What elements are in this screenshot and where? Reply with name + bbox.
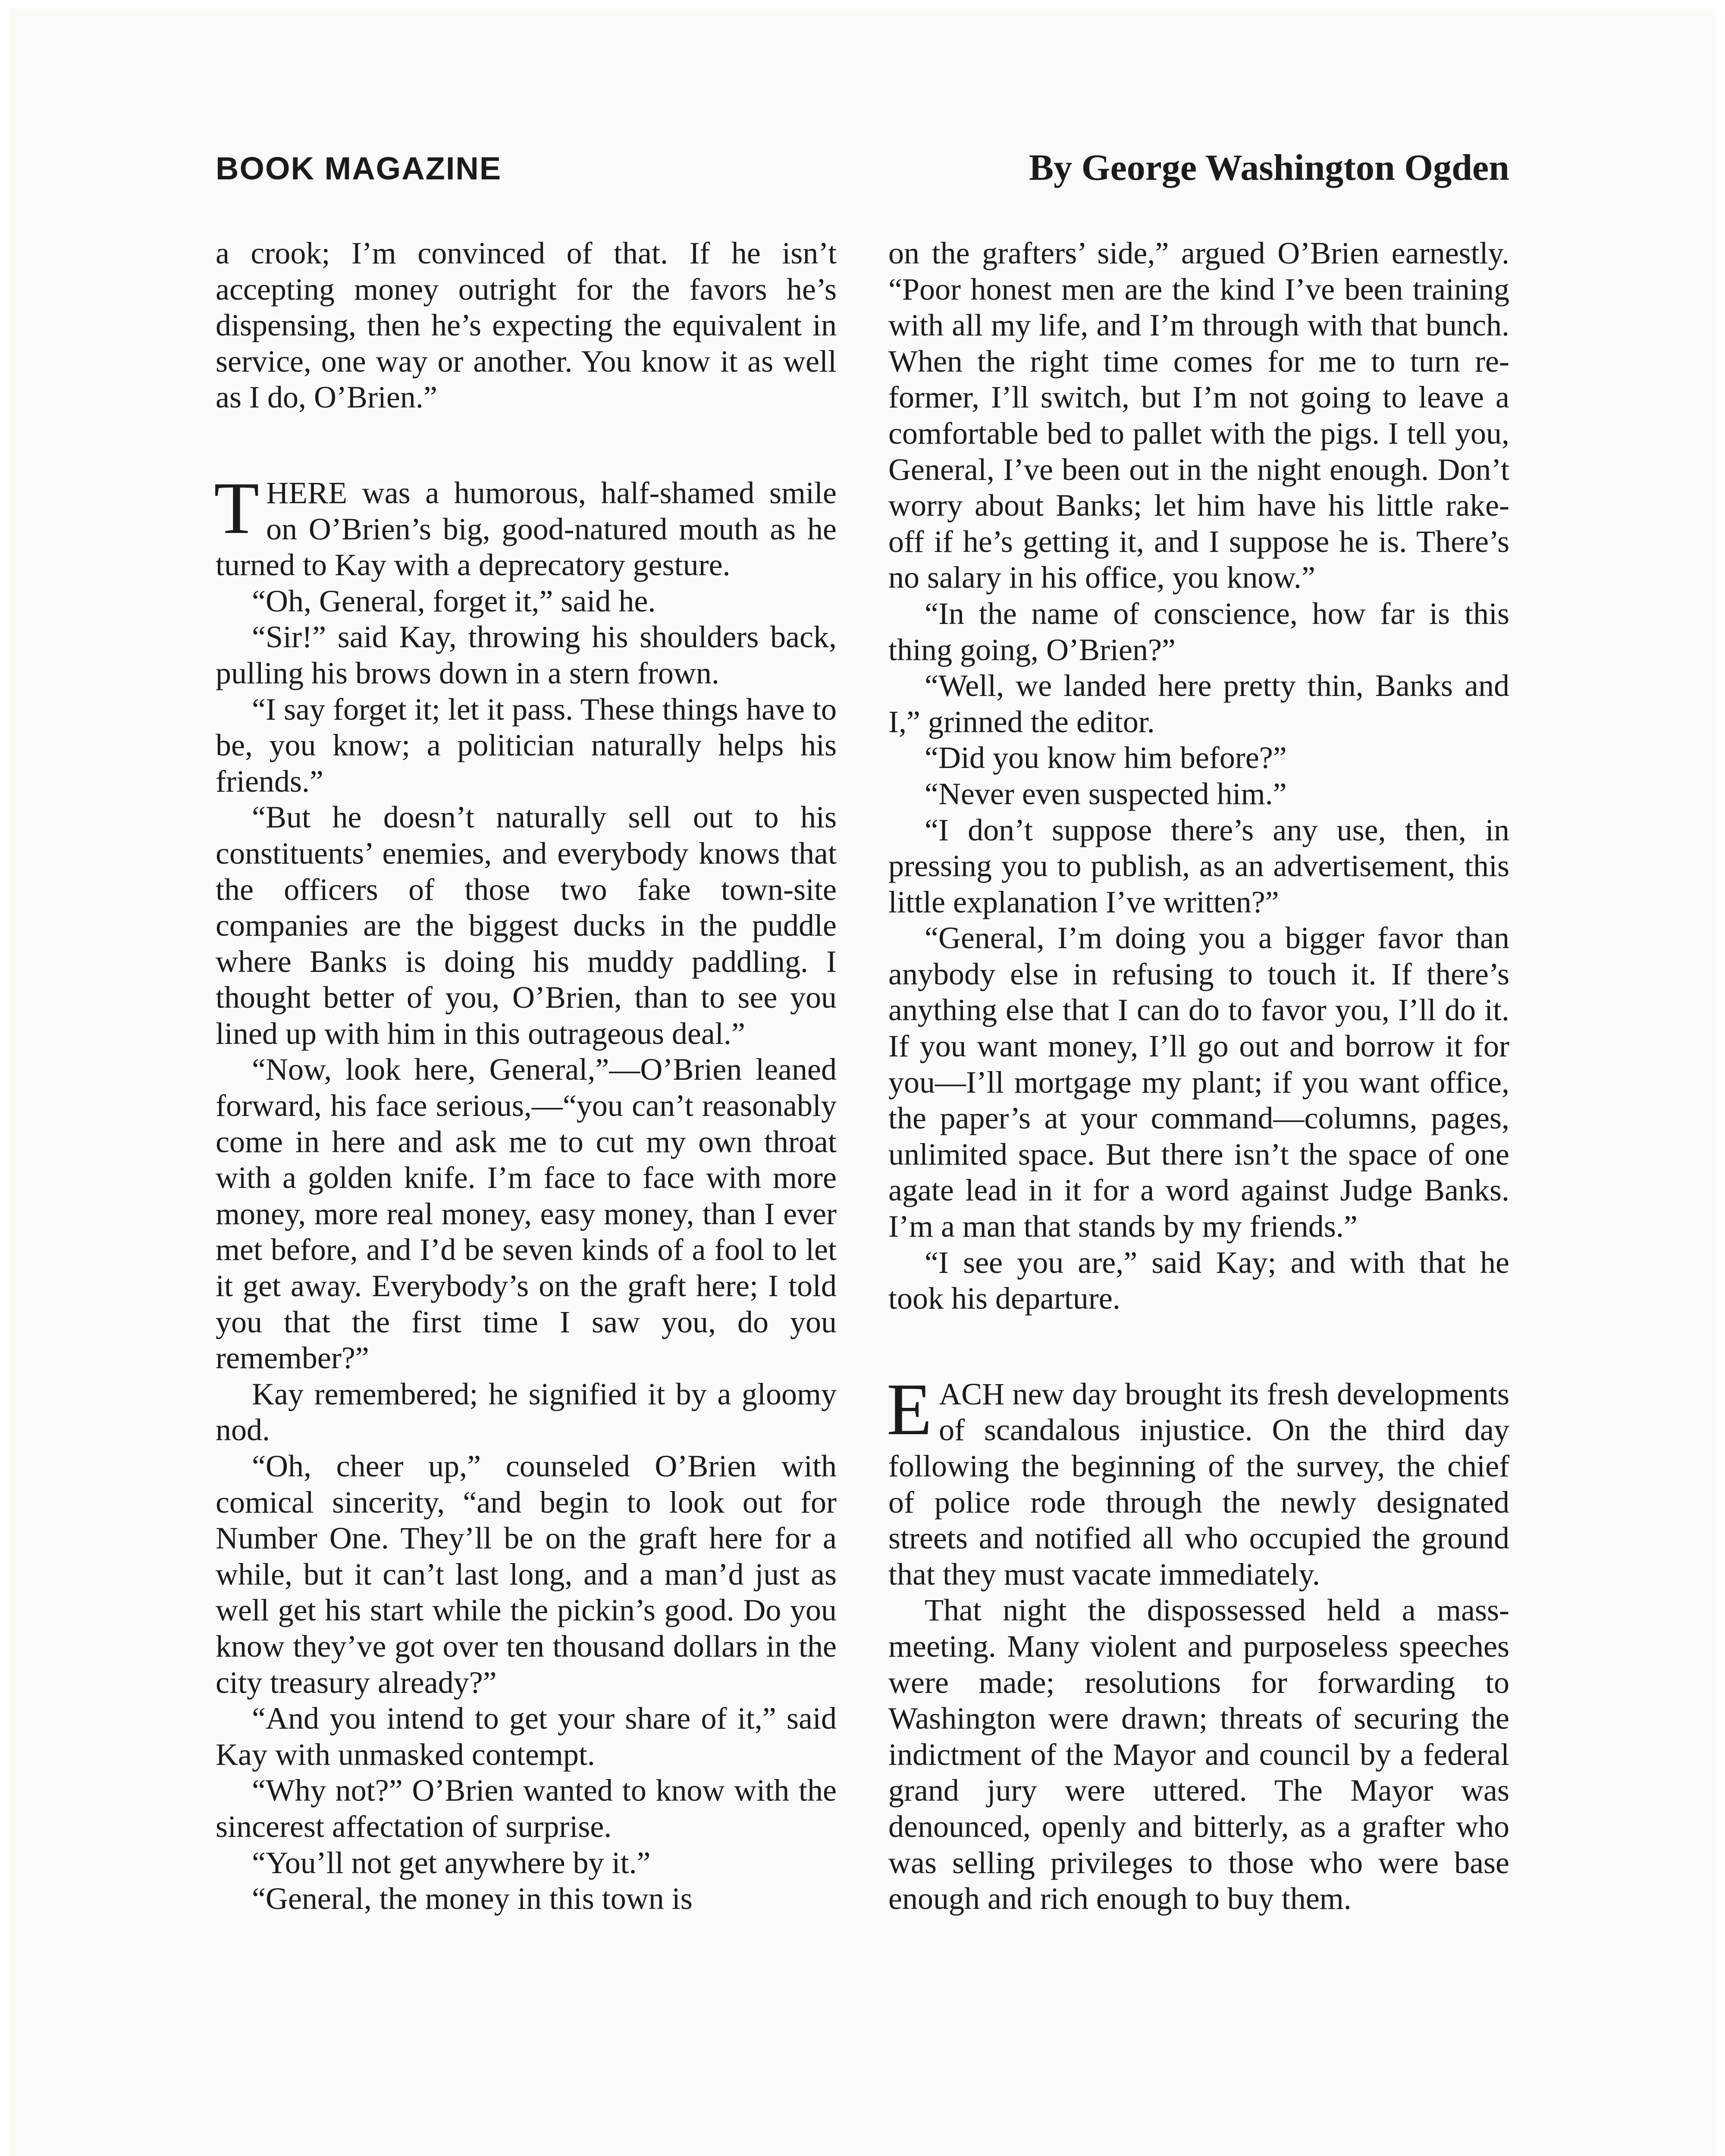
paragraph: “I don’t suppose there’s any use, then, in pressing you to publish, as an advertisement, this little explanation I’ve written?” bbox=[888, 812, 1509, 919]
drop-cap: E bbox=[887, 1368, 932, 1451]
paragraph-text: HERE was a humorous, half-shamed smile on O’Brien’s big, good-natured mouth as he turned to Kay with a deprecatory gesture. bbox=[216, 475, 837, 583]
paragraph: a crook; I’m convinced of that. If he isn’t accepting money outright for the favors he’s dispensing, then he’s expecting the equivalent in service, one way or another. You know it as well as I do, O’Brien.” bbox=[216, 236, 837, 415]
section-opening-paragraph bbox=[214, 467, 837, 583]
paragraph: “But he doesn’t naturally sell out to his constituents’ enemies, and everybody knows that the officers of those two fake town-site companies are the biggest ducks in the puddle where Banks is doing his muddy paddling. I thought better of you, O’Brien, than to see you lined up with him in this outrageous deal.” bbox=[216, 800, 837, 1051]
author-byline: By George Washington Ogden bbox=[1029, 147, 1509, 188]
paragraph: “Well, we landed here pretty thin, Banks and I,” grinned the editor. bbox=[888, 668, 1509, 739]
section-opening-paragraph bbox=[887, 1368, 1509, 1593]
paragraph: “Sir!” said Kay, throwing his shoulders back, pulling his brows down in a stern frown. bbox=[216, 620, 837, 690]
paragraph: “Never even suspected him.” bbox=[925, 776, 1287, 811]
paragraph: “General, the money in this town is bbox=[252, 1881, 693, 1916]
paragraph: “Did you know him before?” bbox=[925, 740, 1287, 775]
paragraph: “You’ll not get anywhere by it.” bbox=[252, 1845, 651, 1880]
left-column bbox=[216, 235, 837, 1917]
paragraph: That night the dispossessed held a mass-meeting. Many violent and purposeless speeches were made; resolutions for forwarding to Washington were drawn; threats of securing the indictment of the Mayor and council by a federal grand jury were uttered. The Mayor was denounced, openly and bitterly, as a grafter who was selling privileges to those who were base enough and rich enough to buy them. bbox=[888, 1593, 1509, 1916]
paragraph: on the grafters’ side,” argued O’Brien earnestly. “Poor honest men are the kind I’ve been training with all my life, and I’m through with that bunch. When the right time comes for me to turn reformer, I’ll switch, but I’m not going to leave a comfortable bed to pallet with the pigs. I tell you, General, I’ve been out in the night enough. Don’t worry about Banks; let him have his little rake-off if he’s getting it, and I suppose he is. There’s no salary in his office, you know.” bbox=[888, 236, 1509, 595]
paragraph: “General, I’m doing you a bigger favor than anybody else in refusing to touch it. If there’s anything else that I can do to favor you, I’ll do it. If you want money, I’ll go out and borrow it for you—I’ll mortgage my plant; if you want office, the paper’s at your command—columns, pages, unlimited space. But there isn’t the space of one agate lead in it for a word against Judge Banks. I’m a man that stands by my friends.” bbox=[888, 921, 1509, 1244]
paragraph: “Why not?” O’Brien wanted to know with the sincerest affectation of surprise. bbox=[216, 1773, 837, 1844]
paragraph: “I say forget it; let it pass. These things have to be, you know; a politician naturally helps his friends.” bbox=[216, 692, 837, 799]
running-head bbox=[216, 146, 1509, 193]
paragraph: “And you intend to get your share of it,” said Kay with unmasked contempt. bbox=[216, 1701, 837, 1772]
right-column bbox=[888, 235, 1509, 1917]
paragraph-text: ACH new day brought its fresh developments of scandalous injustice. On the third day following the beginning of the survey, the chief of police rode through the newly designated streets and notified all who occupied the ground that they must vacate immediately. bbox=[888, 1376, 1509, 1592]
paragraph: Kay remembered; he signified it by a gloomy nod. bbox=[216, 1376, 837, 1448]
paragraph: “Oh, General, forget it,” said he. bbox=[252, 583, 656, 618]
paragraph: “Oh, cheer up,” counseled O’Brien with comical sincerity, “and begin to look out for Number One. They’ll be on the graft here for a while, but it can’t last long, and a man’d just as well get his start while the pickin’s good. Do you know they’ve got over ten thousand dollars in the city treasury already?” bbox=[216, 1449, 837, 1700]
magazine-title: BOOK MAGAZINE bbox=[216, 150, 502, 186]
paragraph: “In the name of conscience, how far is this thing going, O’Brien?” bbox=[888, 596, 1509, 667]
paragraph: “I see you are,” said Kay; and with that he took his departure. bbox=[888, 1245, 1509, 1316]
drop-cap: T bbox=[214, 467, 260, 549]
paragraph: “Now, look here, General,”—O’Brien leaned forward, his face serious,—“you can’t reasonably come in here and ask me to cut my own throat with a golden knife. I’m face to face with more money, more real money, easy money, than I ever met before, and I’d be seven kinds of a fool to let it get away. Everybody’s on the graft here; I told you that the first time I saw you, do you remember?” bbox=[216, 1052, 837, 1376]
